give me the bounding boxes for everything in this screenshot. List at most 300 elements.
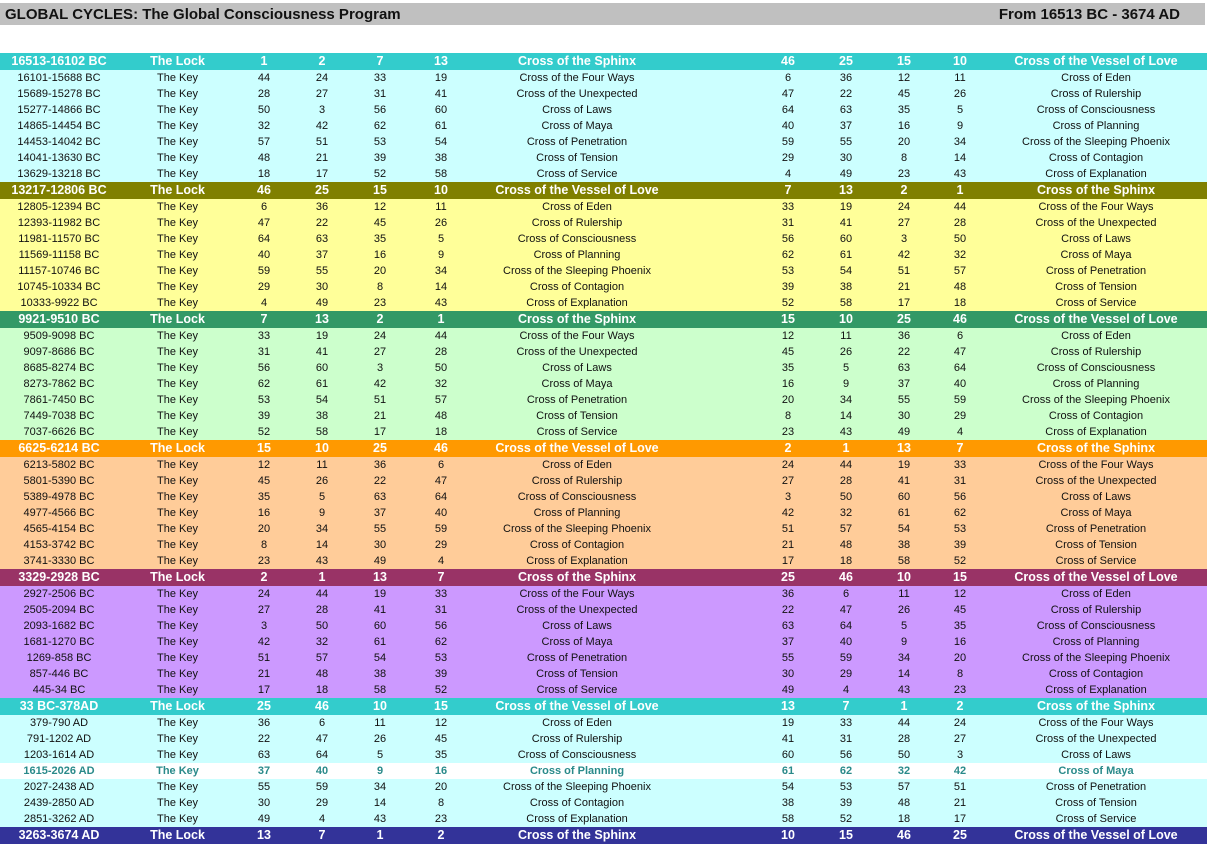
gate-3: 34: [373, 781, 387, 793]
gate-1: 33: [257, 330, 271, 342]
gate-6: 63: [839, 104, 853, 116]
period: 2927-2506 BC: [23, 588, 95, 600]
gate-2: 38: [315, 410, 329, 422]
gate-8: 4: [956, 426, 964, 438]
lock-row: [0, 182, 1207, 199]
cross-name-2: Cross of the Four Ways: [1038, 717, 1154, 729]
gate-4: 59: [434, 523, 448, 535]
cross-name-2: Cross of Eden: [1061, 330, 1131, 342]
gate-8: 3: [956, 749, 964, 761]
gate-5: 46: [781, 54, 795, 68]
gate-7: 25: [897, 312, 911, 326]
lock-row: [0, 53, 1207, 70]
gate-7: 34: [897, 652, 911, 664]
cross-name: Cross of Laws: [542, 362, 612, 374]
gate-8: 46: [953, 312, 967, 326]
gate-5: 59: [781, 136, 795, 148]
gate-6: 1: [842, 441, 850, 455]
period: 9509-9098 BC: [23, 330, 95, 342]
period: 11157-10746 BC: [18, 265, 100, 277]
gate-5: 29: [781, 152, 795, 164]
gate-6: 32: [839, 507, 853, 519]
gate-1: 31: [257, 346, 271, 358]
period: 12805-12394 BC: [17, 201, 101, 213]
gate-7: 5: [900, 620, 908, 632]
key-row: [0, 102, 1207, 118]
key-row: [0, 505, 1207, 521]
cross-name: Cross of Laws: [542, 620, 612, 632]
gate-2: 60: [315, 362, 329, 374]
gate-6: 22: [839, 88, 853, 100]
gate-5: 61: [781, 765, 795, 777]
gate-8: 35: [953, 620, 967, 632]
gate-2: 9: [318, 507, 326, 519]
period: 10333-9922 BC: [20, 297, 98, 309]
gate-6: 47: [839, 604, 853, 616]
gate-7: 17: [897, 297, 911, 309]
cross-name-2: Cross of Consciousness: [1036, 620, 1156, 632]
key-row: [0, 166, 1207, 182]
gate-8: 62: [953, 507, 967, 519]
gate-1: 35: [257, 491, 271, 503]
gate-4: 4: [437, 555, 445, 567]
cross-name-2: Cross of the Sphinx: [1036, 183, 1156, 197]
gate-2: 50: [315, 620, 329, 632]
cross-name: Cross of Consciousness: [517, 233, 637, 245]
gate-1: 4: [260, 297, 268, 309]
key-row: [0, 118, 1207, 134]
gate-5: 36: [781, 588, 795, 600]
period: 1615-2026 AD: [23, 765, 95, 777]
gate-7: 3: [900, 233, 908, 245]
key-row: [0, 473, 1207, 489]
gate-3: 49: [373, 555, 387, 567]
cycle-part: The Lock: [150, 312, 205, 326]
gate-2: 19: [315, 330, 329, 342]
gate-8: 28: [953, 217, 967, 229]
gate-5: 38: [781, 797, 795, 809]
period: 7449-7038 BC: [23, 410, 95, 422]
gate-4: 29: [434, 539, 448, 551]
cross-name-2: Cross of Rulership: [1050, 604, 1142, 616]
gate-3: 13: [373, 570, 387, 584]
gate-6: 5: [842, 362, 850, 374]
gate-7: 22: [897, 346, 911, 358]
gate-3: 26: [373, 733, 387, 745]
gate-1: 8: [260, 539, 268, 551]
gate-7: 9: [900, 636, 908, 648]
key-row: [0, 634, 1207, 650]
gate-5: 6: [784, 72, 792, 84]
gate-4: 61: [434, 120, 448, 132]
period: 445-34 BC: [32, 684, 86, 696]
gate-3: 41: [373, 604, 387, 616]
cycle-part: The Key: [156, 765, 199, 777]
period: 9097-8686 BC: [23, 346, 95, 358]
gate-8: 57: [953, 265, 967, 277]
gate-4: 38: [434, 152, 448, 164]
cross-name: Cross of the Sphinx: [517, 828, 637, 842]
gate-3: 25: [373, 441, 387, 455]
gate-8: 44: [953, 201, 967, 213]
gate-6: 58: [839, 297, 853, 309]
gate-7: 21: [897, 281, 911, 293]
gate-4: 14: [434, 281, 448, 293]
gate-7: 43: [897, 684, 911, 696]
gate-3: 39: [373, 152, 387, 164]
key-row: [0, 424, 1207, 440]
cycle-part: The Key: [157, 362, 198, 374]
period: 3329-2928 BC: [18, 570, 100, 584]
cycle-part: The Key: [157, 507, 198, 519]
cross-name: Cross of Contagion: [529, 539, 625, 551]
cross-name-2: Cross of Consciousness: [1036, 362, 1156, 374]
period: 1269-858 BC: [26, 652, 92, 664]
gate-3: 58: [373, 684, 387, 696]
gate-5: 13: [781, 699, 795, 713]
gate-2: 40: [315, 765, 329, 777]
gate-5: 60: [781, 749, 795, 761]
gate-7: 30: [897, 410, 911, 422]
gate-5: 45: [781, 346, 795, 358]
gate-1: 24: [257, 588, 271, 600]
gate-5: 3: [784, 491, 792, 503]
gate-8: 48: [953, 281, 967, 293]
gate-8: 31: [953, 475, 967, 487]
gate-2: 63: [315, 233, 329, 245]
gate-2: 32: [315, 636, 329, 648]
cross-name-2: Cross of Explanation: [1045, 684, 1147, 696]
gate-1: 40: [257, 249, 271, 261]
gate-4: 13: [434, 54, 448, 68]
gate-1: 45: [257, 475, 271, 487]
gate-3: 31: [373, 88, 387, 100]
gate-8: 27: [953, 733, 967, 745]
period: 5801-5390 BC: [23, 475, 95, 487]
gate-3: 5: [376, 749, 384, 761]
gate-7: 36: [897, 330, 911, 342]
cross-name-2: Cross of Contagion: [1048, 152, 1144, 164]
lock-row: [0, 569, 1207, 586]
gate-3: 63: [373, 491, 387, 503]
gate-4: 11: [435, 201, 447, 213]
cycle-part: The Key: [157, 394, 198, 406]
cross-name: Cross of Maya: [541, 636, 613, 648]
key-row: [0, 747, 1207, 763]
gate-1: 48: [257, 152, 271, 164]
cross-name-2: Cross of Eden: [1061, 588, 1131, 600]
cycle-part: The Lock: [150, 699, 205, 713]
gate-1: 51: [257, 652, 271, 664]
gate-7: 61: [897, 507, 911, 519]
cycle-part: The Key: [157, 233, 198, 245]
gate-2: 27: [315, 88, 329, 100]
cycle-part: The Lock: [150, 183, 205, 197]
cycle-part: The Key: [157, 136, 198, 148]
cross-name-2: Cross of Service: [1055, 813, 1137, 825]
gate-1: 29: [257, 281, 271, 293]
key-row: [0, 86, 1207, 102]
cycle-part: The Key: [157, 168, 198, 180]
gate-6: 25: [839, 54, 853, 68]
gate-3: 2: [376, 312, 384, 326]
cycle-part: The Key: [157, 539, 198, 551]
gate-1: 42: [257, 636, 271, 648]
gate-4: 35: [434, 749, 448, 761]
period: 12393-11982 BC: [17, 217, 101, 229]
gate-3: 9: [376, 765, 384, 777]
cross-name: Cross of Service: [536, 168, 618, 180]
gate-2: 59: [315, 781, 329, 793]
gate-8: 50: [953, 233, 967, 245]
gate-1: 62: [257, 378, 271, 390]
gate-5: 58: [781, 813, 795, 825]
gate-2: 25: [315, 183, 329, 197]
gate-1: 37: [257, 765, 271, 777]
gate-3: 36: [373, 459, 387, 471]
cross-name: Cross of the Sleeping Phoenix: [503, 781, 651, 793]
gate-7: 46: [897, 828, 911, 842]
cross-name: Cross of Planning: [529, 765, 625, 777]
gate-4: 60: [434, 104, 448, 116]
gate-4: 57: [434, 394, 448, 406]
key-row: [0, 586, 1207, 602]
cross-name: Cross of Explanation: [526, 813, 628, 825]
gate-4: 15: [434, 699, 448, 713]
cross-name-2: Cross of Eden: [1061, 72, 1131, 84]
gate-7: 44: [897, 717, 911, 729]
cycle-part: The Key: [157, 346, 198, 358]
gate-3: 23: [373, 297, 387, 309]
gate-2: 6: [318, 717, 326, 729]
gate-7: 23: [897, 168, 911, 180]
gate-1: 12: [257, 459, 271, 471]
gate-1: 44: [257, 72, 271, 84]
gate-6: 49: [839, 168, 853, 180]
gate-6: 52: [839, 813, 853, 825]
cross-name: Cross of the Sphinx: [517, 54, 637, 68]
cross-name: Cross of Laws: [542, 104, 612, 116]
gate-5: 4: [784, 168, 792, 180]
gate-5: 37: [781, 636, 795, 648]
gate-2: 51: [315, 136, 329, 148]
gate-5: 21: [781, 539, 795, 551]
cross-name-2: Cross of Maya: [1060, 249, 1132, 261]
gate-4: 62: [434, 636, 448, 648]
gate-6: 31: [839, 733, 853, 745]
cycle-part: The Key: [157, 265, 198, 277]
gate-5: 15: [781, 312, 795, 326]
key-row: [0, 231, 1207, 247]
gate-7: 63: [897, 362, 911, 374]
gate-7: 26: [897, 604, 911, 616]
gate-1: 18: [257, 168, 271, 180]
gate-4: 58: [434, 168, 448, 180]
gate-8: 21: [953, 797, 967, 809]
gate-3: 19: [373, 588, 387, 600]
gate-8: 24: [953, 717, 967, 729]
gate-4: 32: [434, 378, 448, 390]
gate-4: 56: [434, 620, 448, 632]
gate-2: 21: [315, 152, 329, 164]
key-row: [0, 408, 1207, 424]
gate-5: 27: [781, 475, 795, 487]
gate-4: 34: [434, 265, 448, 277]
cross-name-2: Cross of the Unexpected: [1035, 217, 1157, 229]
gate-7: 35: [897, 104, 911, 116]
gate-7: 14: [897, 668, 911, 680]
gate-1: 55: [257, 781, 271, 793]
gate-7: 48: [897, 797, 911, 809]
gate-7: 12: [897, 72, 911, 84]
gate-5: 8: [784, 410, 792, 422]
cross-name: Cross of Tension: [536, 410, 618, 422]
gate-1: 32: [257, 120, 271, 132]
cycle-part: The Key: [157, 249, 198, 261]
cross-name: Cross of the Vessel of Love: [495, 699, 659, 713]
gate-7: 50: [897, 749, 911, 761]
key-row: [0, 360, 1207, 376]
cross-name-2: Cross of the Sleeping Phoenix: [1022, 136, 1170, 148]
period: 2093-1682 BC: [23, 620, 95, 632]
gate-6: 4: [842, 684, 850, 696]
period: 379-790 AD: [29, 717, 89, 729]
cross-name: Cross of the Unexpected: [516, 604, 638, 616]
gate-4: 31: [434, 604, 448, 616]
gate-4: 39: [434, 668, 448, 680]
gate-4: 33: [434, 588, 448, 600]
gate-1: 7: [260, 312, 268, 326]
cross-name: Cross of the Four Ways: [519, 588, 635, 600]
gate-3: 14: [373, 797, 387, 809]
cycle-part: The Key: [157, 120, 198, 132]
cross-name-2: Cross of Planning: [1052, 120, 1140, 132]
cross-name-2: Cross of Tension: [1055, 281, 1137, 293]
gate-3: 52: [373, 168, 387, 180]
gate-8: 7: [956, 441, 964, 455]
gate-5: 23: [781, 426, 795, 438]
period: 8273-7862 BC: [23, 378, 95, 390]
cross-name-2: Cross of the Four Ways: [1038, 459, 1154, 471]
cycle-part: The Key: [157, 72, 198, 84]
gate-3: 43: [373, 813, 387, 825]
gate-6: 57: [839, 523, 853, 535]
gate-4: 8: [437, 797, 445, 809]
gate-2: 44: [315, 588, 329, 600]
gate-8: 25: [953, 828, 967, 842]
period: 11569-11158 BC: [18, 249, 100, 261]
gate-8: 8: [956, 668, 964, 680]
gate-1: 15: [257, 441, 271, 455]
gate-5: 35: [781, 362, 795, 374]
cross-name-2: Cross of the Sleeping Phoenix: [1022, 394, 1170, 406]
gate-2: 30: [315, 281, 329, 293]
gate-4: 41: [434, 88, 448, 100]
gate-7: 10: [897, 570, 911, 584]
period: 33 BC-378AD: [19, 699, 99, 713]
gate-2: 7: [318, 828, 326, 842]
gate-1: 27: [257, 604, 271, 616]
cross-name-2: Cross of the Unexpected: [1035, 475, 1157, 487]
gate-4: 53: [434, 652, 448, 664]
gate-6: 34: [839, 394, 853, 406]
gate-5: 40: [781, 120, 795, 132]
gate-3: 17: [373, 426, 387, 438]
gate-4: 54: [434, 136, 448, 148]
cross-name-2: Cross of Maya: [1060, 507, 1132, 519]
cycle-part: The Lock: [150, 828, 205, 842]
gate-2: 14: [315, 539, 329, 551]
gate-3: 33: [373, 72, 387, 84]
gate-2: 57: [315, 652, 329, 664]
period: 2505-2094 BC: [23, 604, 95, 616]
gate-6: 33: [839, 717, 853, 729]
gate-7: 41: [897, 475, 911, 487]
period: 8685-8274 BC: [23, 362, 95, 374]
gate-6: 60: [839, 233, 853, 245]
gate-5: 56: [781, 233, 795, 245]
gate-1: 49: [257, 813, 271, 825]
period: 9921-9510 BC: [18, 312, 100, 326]
cross-name-2: Cross of Planning: [1052, 636, 1140, 648]
gate-7: 38: [897, 539, 911, 551]
cycles-table: [0, 53, 1207, 844]
gate-8: 32: [953, 249, 967, 261]
cross-name: Cross of Rulership: [531, 217, 623, 229]
gate-2: 42: [315, 120, 329, 132]
key-row: [0, 553, 1207, 569]
cross-name: Cross of Tension: [536, 152, 618, 164]
cross-name: Cross of Consciousness: [517, 749, 637, 761]
gate-6: 62: [839, 765, 853, 777]
gate-7: 27: [897, 217, 911, 229]
gate-1: 22: [257, 733, 271, 745]
gate-6: 41: [839, 217, 853, 229]
gate-6: 19: [839, 201, 853, 213]
cross-name-2: Cross of the Vessel of Love: [1014, 828, 1178, 842]
gate-7: 37: [897, 378, 911, 390]
period: 857-446 BC: [29, 668, 89, 680]
gate-6: 36: [839, 72, 853, 84]
gate-3: 35: [373, 233, 387, 245]
period: 6213-5802 BC: [23, 459, 95, 471]
period: 14865-14454 BC: [17, 120, 101, 132]
gate-8: 18: [953, 297, 967, 309]
period: 4977-4566 BC: [23, 507, 95, 519]
gate-3: 51: [373, 394, 387, 406]
gate-8: 9: [956, 120, 964, 132]
period: 11981-11570 BC: [18, 233, 100, 245]
gate-1: 6: [260, 201, 268, 213]
gate-8: 53: [953, 523, 967, 535]
gate-4: 9: [437, 249, 445, 261]
gate-7: 54: [897, 523, 911, 535]
date-range: From 16513 BC - 3674 AD: [998, 6, 1180, 23]
cross-name-2: Cross of Planning: [1052, 378, 1140, 390]
gate-2: 24: [315, 72, 329, 84]
cycle-part: The Key: [157, 604, 198, 616]
cross-name-2: Cross of Tension: [1055, 539, 1137, 551]
gate-5: 47: [781, 88, 795, 100]
key-row: [0, 328, 1207, 344]
key-row: [0, 537, 1207, 553]
gate-6: 18: [839, 555, 853, 567]
lock-row: [0, 698, 1207, 715]
key-row: [0, 795, 1207, 811]
gate-1: 52: [257, 426, 271, 438]
cycle-part: The Key: [157, 459, 198, 471]
gate-6: 39: [839, 797, 853, 809]
